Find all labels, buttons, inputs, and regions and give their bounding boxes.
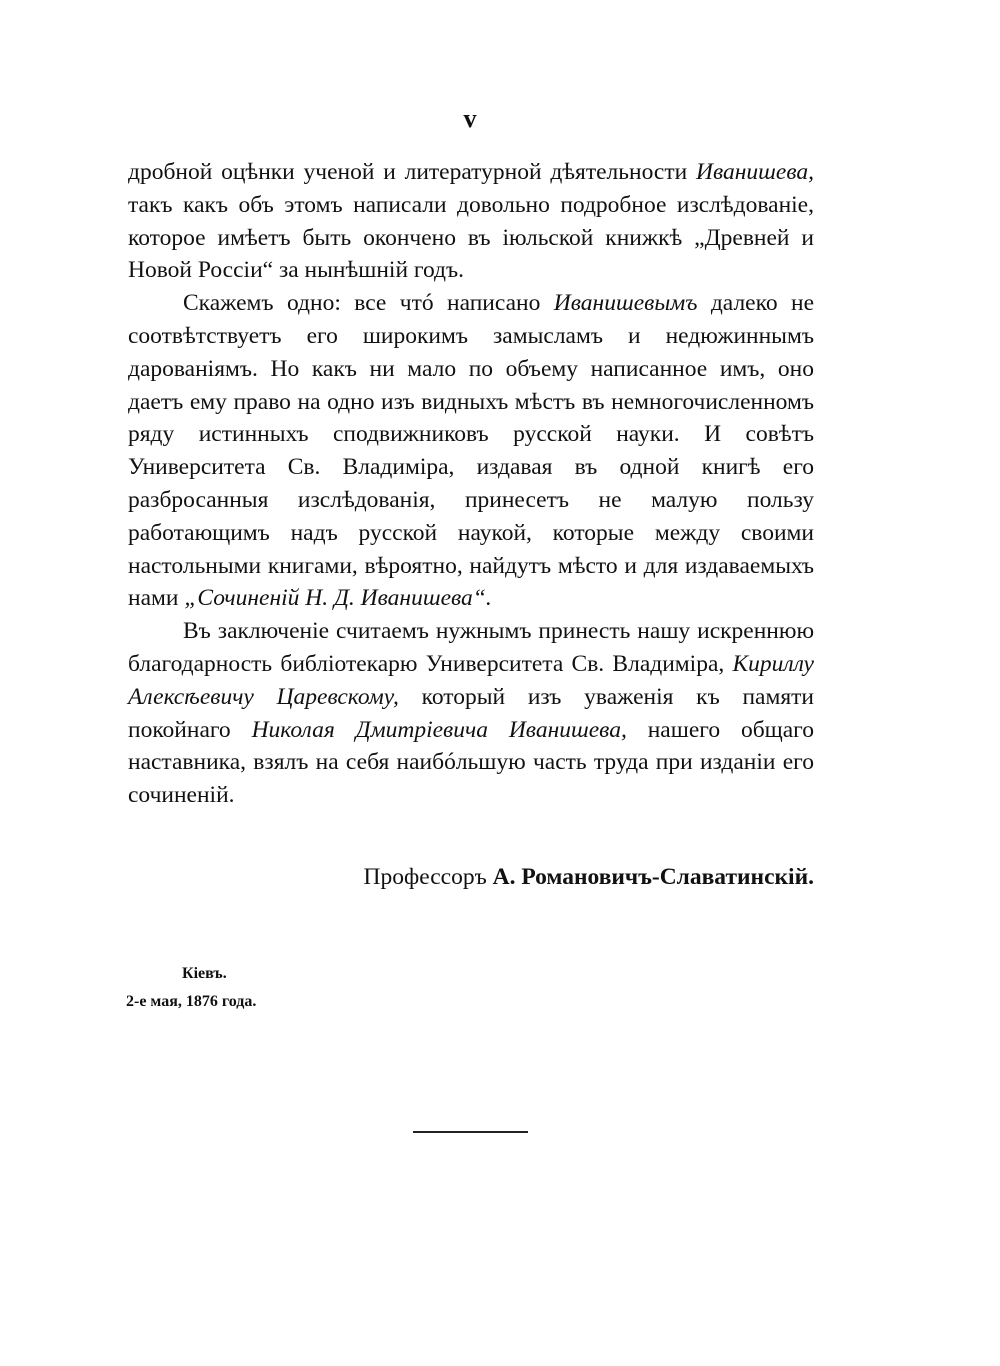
paragraph-1 <box>128 156 814 287</box>
signature <box>364 862 815 892</box>
name-ivanishev-2: Иванишевымъ <box>553 290 698 317</box>
paragraph-1-text-a: дробной оцѣнки ученой и литературной дѣятельности <box>128 159 696 185</box>
paragraph-1-text-b: такъ какъ объ этомъ написали довольно подробное изслѣдованіе, которое имѣетъ быть окончено въ іюльской книжкѣ „Древней и Новой Россіи“ за нынѣшній годъ. <box>128 191 814 284</box>
place: Кіевъ. <box>182 965 227 982</box>
signature-author: А. Романовичъ-Славатинскій. <box>492 864 814 890</box>
date: 2-е мая, 1876 года. <box>126 993 257 1010</box>
name-tsarevsky: Кириллу Алексѣевичу Царевскому, <box>128 650 814 710</box>
end-rule <box>413 1131 528 1133</box>
page-number: v <box>463 104 477 133</box>
signature-title: Профессоръ <box>363 864 493 890</box>
paragraph-3-text-c: нашего общаго наставника, взялъ на себя наибóльшую часть труда при изданіи его сочиненій. <box>128 716 814 809</box>
name-ivanishev-1: Иванишева, <box>695 159 814 185</box>
paragraph-3-text-b: который изъ уваженія къ памяти покойнаго <box>128 683 814 743</box>
book-title: „Сочиненій Н. Д. Иванишева“. <box>184 585 492 612</box>
name-ivanishev-3: Николая Дмитріевича Иванишева, <box>251 716 627 743</box>
paragraph-2-text-b: далеко не соотвѣтствуетъ его широкимъ замысламъ и недюжиннымъ дарованіямъ. Но какъ ни мало по объему написанное имъ, оно даетъ ему право на одно изъ видныхъ мѣстъ въ немногочисленномъ ряду истинныхъ сподвижниковъ русской науки. И совѣтъ Университета Св. Владиміра, издавая въ одной книгѣ его разбросанныя изслѣдованія, принесетъ не малую пользу работающимъ надъ русской наукой, которые между своими настольными книгами, вѣроятно, найдутъ мѣсто и для издаваемыхъ нами <box>128 290 814 612</box>
paragraph-3 <box>128 615 814 812</box>
paragraph-2 <box>128 287 814 615</box>
paragraph-3-text-a: Въ заключеніе считаемъ нужнымъ принесть нашу искреннюю благодарность библіотекарю Университета Св. Владиміра, <box>128 618 814 677</box>
body-text <box>128 156 814 812</box>
paragraph-2-text-a: Скажемъ одно: все чтó написано <box>183 290 554 317</box>
